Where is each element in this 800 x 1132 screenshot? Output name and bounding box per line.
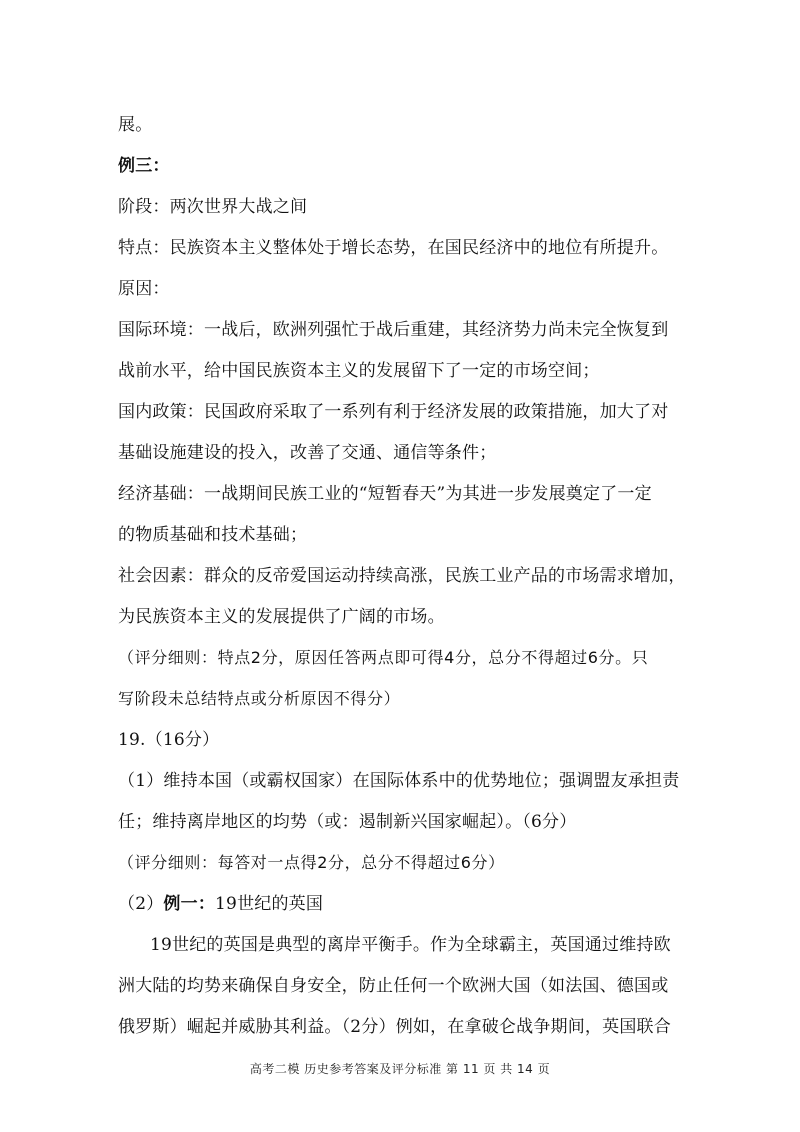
example-one-prefix: （2） — [118, 894, 164, 914]
text-line: 特点：民族资本主义整体处于增长态势，在国民经济中的地位有所提升。 — [118, 238, 669, 258]
example-three-heading: 例三： — [118, 156, 170, 176]
example-one-label: 例一： — [163, 894, 216, 914]
example-one-heading — [118, 891, 678, 917]
text-line: 国际环境：一战后，欧洲列强忙于战后重建，其经济势力尚未完全恢复到 — [118, 320, 669, 340]
question-number: 19.（16分） — [118, 730, 220, 750]
text-line: （1）维持本国（或霸权国家）在国际体系中的优势地位；强调盟友承担责 — [118, 771, 680, 791]
text-line: 19世纪的英国是典型的离岸平衡手。作为全球霸主，英国通过维持欧 — [150, 935, 671, 955]
text-line: 国内政策：民国政府采取了一系列有利于经济发展的政策措施，加大了对 — [118, 402, 669, 422]
text-line: 洲大陆的均势来确保自身安全，防止任何一个欧洲大国（如法国、德国或 — [118, 976, 669, 996]
page-footer: 高考二模 历史参考答案及评分标准 第 11 页 共 14 页 — [249, 1062, 551, 1076]
example-one-title: 19世纪的英国 — [215, 894, 324, 914]
scoring-note: （评分细则：特点2分，原因任答两点即可得4分，总分不得超过6分。只 — [118, 648, 649, 667]
text-line: 原因： — [118, 279, 170, 299]
text-line: 战前水平，给中国民族资本主义的发展留下了一定的市场空间； — [118, 361, 600, 381]
text-line: 经济基础：一战期间民族工业的“短暂春天”为其进一步发展奠定了一定 — [118, 484, 652, 504]
text-line: 基础设施建设的投入，改善了交通、通信等条件； — [118, 443, 497, 463]
text-line: 俄罗斯）崛起并威胁其利益。（2分）例如，在拿破仑战争期间，英国联合 — [118, 1017, 671, 1037]
text-line: 阶段：两次世界大战之间 — [118, 197, 308, 217]
text-line: 的物质基础和技术基础； — [118, 525, 308, 545]
scoring-note: 写阶段未总结特点或分析原因不得分） — [118, 689, 401, 708]
text-line: 展。 — [118, 115, 153, 135]
text-line: 社会因素：群众的反帝爱国运动持续高涨，民族工业产品的市场需求增加， — [118, 566, 686, 586]
scoring-note: （评分细则：每答对一点得2分，总分不得超过6分） — [118, 853, 505, 872]
text-line: 任；维持离岸地区的均势（或：遏制新兴国家崛起）。（6分） — [118, 812, 577, 832]
text-line: 为民族资本主义的发展提供了广阔的市场。 — [118, 607, 445, 627]
